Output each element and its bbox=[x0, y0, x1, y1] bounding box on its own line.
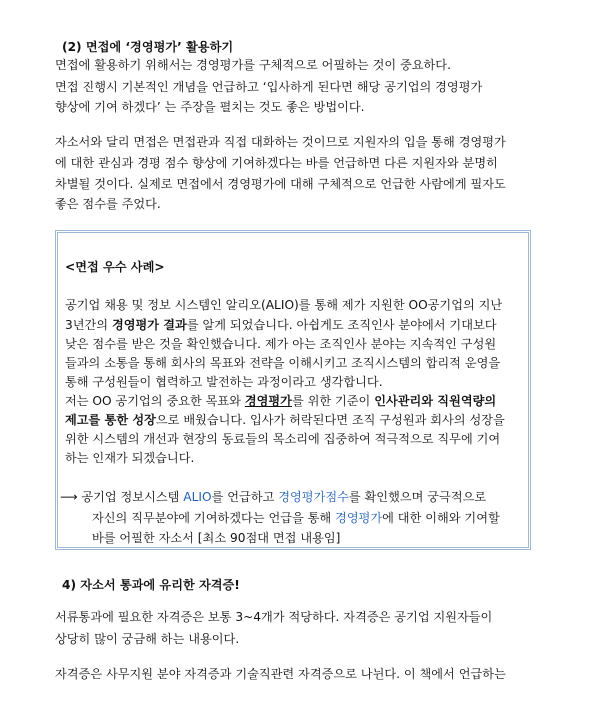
paragraph-line: 에 대한 관심과 경평 점수 향상에 기여하겠다는 바를 언급하면 다른 지원자와 분명히 bbox=[55, 156, 498, 170]
example-line: 하는 인재가 되겠습니다. bbox=[65, 451, 195, 465]
paragraph-line: 자소서와 달리 면접은 면접관과 직접 대화하는 것이므로 지원자의 입을 통해 경영평가 bbox=[55, 135, 506, 149]
paragraph-line: 자격증은 사무지원 분야 자격증과 기술직관련 자격증으로 나뉜다. 이 책에서 언급하는 bbox=[55, 667, 506, 681]
section-heading-certificates: 4) 자소서 통과에 유리한 자격증! bbox=[62, 578, 240, 592]
example-line: 위한 시스템의 개선과 현장의 동료들의 목소리에 집중하여 적극적으로 직무에 기여 bbox=[65, 432, 501, 446]
paragraph-line: 좋은 점수를 주었다. bbox=[55, 197, 161, 211]
example-box-title: <면접 우수 사례> bbox=[65, 260, 165, 274]
note-line: 자신의 직무분야에 기여하겠다는 언급을 통해 경영평가에 대한 이해와 기여할 bbox=[92, 511, 500, 525]
note-line: ⟶ 공기업 정보시스템 ALIO를 언급하고 경영평가점수를 확인했으며 궁극적으로 bbox=[60, 490, 487, 504]
paragraph-line: 서류통과에 필요한 자격증은 보통 3~4개가 적당하다. 자격증은 공기업 지원자들이 bbox=[55, 610, 493, 624]
example-line: 통해 구성원들이 협력하고 발전하는 과정이라고 생각합니다. bbox=[65, 375, 383, 389]
section-heading-interview: (2) 면접에 ‘경영평가’ 활용하기 bbox=[62, 40, 234, 54]
example-line: 들과의 소통을 통해 회사의 목표와 전략을 이해시키고 조직시스템의 합리적 운영을 bbox=[65, 356, 501, 370]
example-box bbox=[55, 230, 531, 550]
example-line: 공기업 채용 및 정보 시스템인 알리오(ALIO)를 통해 제가 지원한 OO공기업의 지난 bbox=[65, 298, 503, 312]
note-line: 바를 어필한 자소서 [최소 90점대 면접 내용임] bbox=[92, 531, 341, 545]
example-line: 낮은 점수를 받은 것을 확인했습니다. 제가 아는 조직인사 분야는 지속적인 구성원 bbox=[65, 337, 497, 351]
paragraph-line: 상당히 많이 궁금해 하는 내용이다. bbox=[55, 632, 240, 646]
paragraph-line: 차별될 것이다. 실제로 면접에서 경영평가에 대해 구체적으로 언급한 사람에게 필자도 bbox=[55, 177, 506, 191]
example-line: 3년간의 경영평가 결과를 알게 되었습니다. 아쉽게도 조직인사 분야에서 기대보다 bbox=[65, 318, 497, 332]
paragraph-line: 면접 진행시 기본적인 개념을 언급하고 ‘입사하게 된다면 해당 공기업의 경영평가 bbox=[55, 80, 483, 94]
arrow-icon: ⟶ bbox=[60, 490, 78, 504]
example-line: 제고를 통한 성장으로 배웠습니다. 입사가 허락된다면 조직 구성원과 회사의 성장을 bbox=[65, 413, 505, 427]
example-line: 저는 OO 공기업의 중요한 목표와 경영평가를 위한 기준이 인사관리와 직원역량의 bbox=[65, 394, 497, 408]
paragraph-line: 향상에 기여 하겠다’ 는 주장을 펼치는 것도 좋은 방법이다. bbox=[55, 100, 365, 114]
paragraph-line: 면접에 활용하기 위해서는 경영평가를 구체적으로 어필하는 것이 중요하다. bbox=[55, 58, 451, 72]
